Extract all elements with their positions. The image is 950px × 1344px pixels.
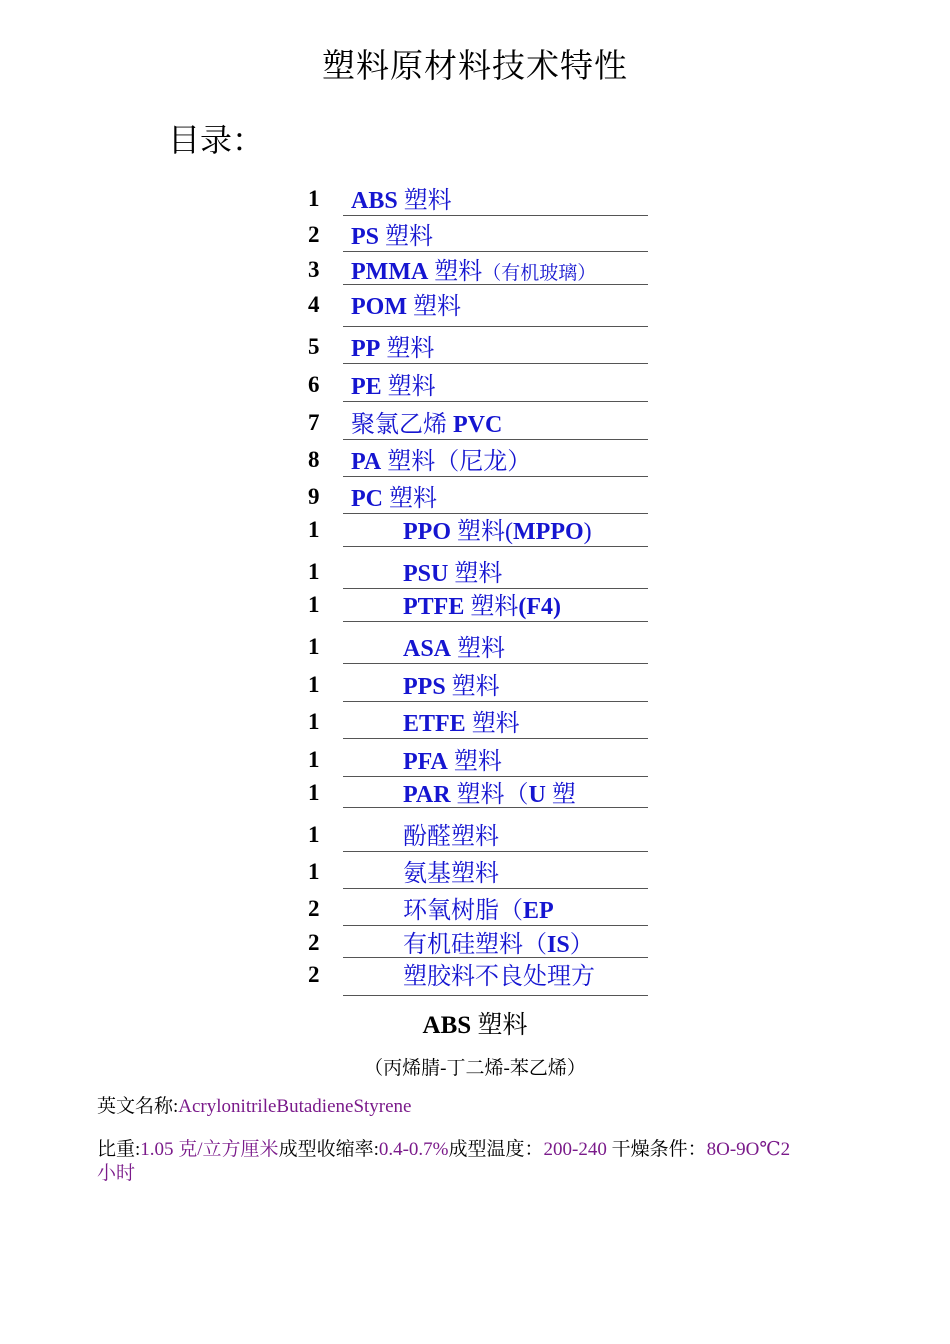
toc-link-en: PA — [351, 449, 382, 475]
toc-link-en: PVC — [453, 412, 503, 438]
toc-item — [300, 334, 650, 364]
toc-link-label — [343, 824, 499, 850]
toc-link-pre: 环氧树脂（ — [403, 898, 523, 924]
toc-heading: 目录： — [168, 122, 265, 158]
toc-item-number: 1 — [308, 592, 320, 616]
toc-item-number: 7 — [308, 410, 320, 435]
dry-value-unit: 小时 — [97, 1163, 136, 1184]
toc-item — [300, 930, 650, 958]
toc-link-label — [343, 898, 554, 924]
toc-link-pre: 有机硅塑料（ — [403, 932, 547, 958]
toc-link[interactable] — [343, 186, 648, 216]
toc-item-number: 1 — [308, 517, 320, 541]
toc-link-cn: 塑料（ — [450, 782, 529, 808]
english-name-line — [97, 1095, 877, 1119]
toc-link-label — [343, 188, 452, 214]
toc-link-label — [343, 782, 576, 808]
section-title-cn: 塑料 — [471, 1012, 528, 1039]
toc-link-en2: U — [528, 782, 546, 808]
toc-link[interactable] — [343, 962, 648, 996]
toc-link-cn: 塑料 — [383, 486, 437, 512]
toc-link-label — [343, 486, 437, 512]
toc-link[interactable] — [343, 447, 648, 477]
toc-item-number: 1 — [308, 709, 320, 733]
toc-link-label — [343, 964, 595, 990]
toc-link[interactable] — [343, 896, 648, 926]
toc-item — [300, 257, 650, 285]
toc-link-label — [343, 224, 433, 250]
toc-link-label — [343, 674, 500, 700]
toc-item-number: 1 — [308, 780, 320, 804]
density-label: 比重: — [97, 1139, 141, 1160]
toc-link[interactable] — [343, 559, 648, 589]
toc-link-cn: 塑料 — [397, 188, 452, 214]
toc-link-cn2: 塑 — [545, 782, 576, 808]
toc-link-en: PPS — [403, 674, 446, 700]
toc-link[interactable] — [343, 822, 648, 852]
toc-item — [300, 186, 650, 216]
toc-link[interactable] — [343, 222, 648, 252]
toc-link[interactable] — [343, 517, 648, 547]
toc-item — [300, 292, 650, 327]
toc-link-pre: 聚氯乙烯 — [351, 412, 453, 438]
dry-value: 8O-9O℃2 — [706, 1139, 791, 1160]
toc-link-cn: 塑料 — [447, 749, 502, 775]
toc-item-number: 2 — [308, 896, 320, 920]
toc-item-number: 1 — [308, 672, 320, 696]
toc-link-label — [343, 749, 502, 775]
toc-link-cn2: ) — [583, 519, 592, 545]
shrink-value: 0.4-0.7% — [378, 1139, 449, 1160]
toc-item-number: 2 — [308, 930, 320, 954]
toc-link[interactable] — [343, 484, 648, 514]
toc-link-cn: 塑料 — [380, 336, 435, 362]
toc-link-cn: ） — [569, 932, 594, 958]
english-name-value: AcrylonitrileButadieneStyrene — [178, 1096, 412, 1117]
toc-link-cn: 塑料（尼龙） — [381, 449, 532, 475]
toc-link-label — [343, 561, 502, 587]
toc-item — [300, 634, 650, 664]
toc-item-number: 1 — [308, 634, 320, 658]
toc-link-label — [343, 449, 531, 475]
toc-link[interactable] — [343, 709, 648, 739]
toc-item — [300, 747, 650, 777]
toc-link[interactable] — [343, 257, 648, 285]
toc-link[interactable] — [343, 292, 648, 327]
toc-item-number: 6 — [308, 372, 320, 397]
temp-value: 200-240 — [543, 1139, 612, 1160]
document-title: 塑料原材料技术特性 — [322, 49, 628, 85]
toc-item — [300, 780, 650, 808]
section-title-en: ABS — [422, 1012, 472, 1039]
toc-item-number: 9 — [308, 484, 320, 509]
toc-link-label — [343, 294, 461, 320]
toc-link-cn: 塑料 — [445, 674, 500, 700]
toc-link-cn: 塑料 — [451, 636, 506, 662]
toc-link-cn: 塑料 — [464, 594, 519, 620]
toc-item — [300, 484, 650, 514]
toc-link-cn: 塑料 — [406, 294, 461, 320]
toc-link-label — [343, 374, 436, 400]
toc-item — [300, 559, 650, 589]
toc-link-cn: 塑料 — [448, 561, 503, 587]
toc-link[interactable] — [343, 930, 648, 958]
shrink-label: 成型收缩率: — [278, 1139, 379, 1160]
toc-link-en: PSU — [403, 561, 449, 587]
toc-item — [300, 447, 650, 477]
toc-link-en: PPO — [403, 519, 451, 545]
toc-item — [300, 672, 650, 702]
toc-item — [300, 822, 650, 852]
toc-link-en: PFA — [403, 749, 448, 775]
density-value: 1.05 克/立方厘米 — [140, 1139, 279, 1160]
toc-link-en2: MPPO — [513, 519, 584, 545]
toc-link-en: ETFE — [403, 711, 466, 737]
toc-link[interactable] — [343, 410, 648, 440]
toc-link-en: PTFE — [403, 594, 465, 620]
toc-item-number: 3 — [308, 257, 320, 282]
toc-link-en: POM — [351, 294, 407, 320]
toc-item — [300, 962, 650, 996]
dry-label: 干燥条件： — [611, 1139, 707, 1160]
toc-link[interactable] — [343, 780, 648, 808]
toc-item-number: 1 — [308, 822, 320, 846]
toc-link-en: ABS — [351, 188, 398, 214]
toc-link-label — [343, 932, 594, 958]
toc-link-label — [343, 519, 592, 545]
toc-link-en: PS — [351, 224, 380, 250]
toc-link-label — [343, 259, 596, 285]
toc-item-number: 1 — [308, 859, 320, 883]
toc-item — [300, 709, 650, 739]
toc-link-pre: 氨基塑料 — [403, 861, 499, 887]
toc-link[interactable] — [343, 334, 648, 364]
toc-item — [300, 592, 650, 622]
toc-link-tail: （有机玻璃） — [482, 263, 597, 284]
properties-line — [97, 1138, 877, 1186]
toc-link-pre: 塑胶料不良处理方 — [403, 964, 595, 990]
toc-link[interactable] — [343, 672, 648, 702]
toc-link-en: IS — [547, 932, 570, 958]
toc-link[interactable] — [343, 747, 648, 777]
toc-link-cn: 塑料 — [428, 259, 483, 285]
toc-link-en: PC — [351, 486, 383, 512]
section-title — [0, 1005, 950, 1041]
toc-link-en: PP — [351, 336, 381, 362]
toc-link-cn: 塑料( — [451, 519, 513, 545]
temp-label: 成型温度： — [448, 1139, 544, 1160]
toc-item — [300, 859, 650, 889]
toc-item-number: 1 — [308, 186, 320, 211]
toc-item — [300, 222, 650, 252]
toc-item-number: 2 — [308, 962, 320, 986]
toc-link-en: ASA — [403, 636, 452, 662]
toc-link-en: PMMA — [351, 259, 429, 285]
toc-link[interactable] — [343, 859, 648, 889]
toc-item-number: 5 — [308, 334, 320, 359]
toc-link-label — [343, 636, 505, 662]
toc-link-label — [343, 861, 499, 887]
toc-item-number: 1 — [308, 559, 320, 583]
toc-item — [300, 372, 650, 402]
toc-link[interactable] — [343, 592, 648, 622]
toc-item — [300, 410, 650, 440]
toc-link-label — [343, 594, 561, 620]
toc-link[interactable] — [343, 372, 648, 402]
toc-item — [300, 517, 650, 547]
toc-link-en: PE — [351, 374, 382, 400]
toc-link-label — [343, 336, 434, 362]
english-name-label: 英文名称: — [97, 1096, 179, 1117]
toc-link-label — [343, 711, 520, 737]
toc-link-en: EP — [523, 898, 554, 924]
toc-item-number: 1 — [308, 747, 320, 771]
toc-link-en2: (F4) — [518, 594, 561, 620]
toc-link-en: PAR — [403, 782, 451, 808]
toc-link-cn: 塑料 — [465, 711, 520, 737]
toc-item-number: 8 — [308, 447, 320, 472]
toc-link-pre: 酚醛塑料 — [403, 824, 499, 850]
toc-link-cn: 塑料 — [381, 374, 436, 400]
toc-item — [300, 896, 650, 926]
section-subtitle: （丙烯腈-丁二烯-苯乙烯） — [364, 1058, 586, 1079]
toc-item-number: 2 — [308, 222, 320, 247]
toc-link-cn: 塑料 — [379, 224, 434, 250]
toc-link[interactable] — [343, 634, 648, 664]
toc-item-number: 4 — [308, 292, 320, 317]
toc-link-label — [343, 412, 502, 438]
